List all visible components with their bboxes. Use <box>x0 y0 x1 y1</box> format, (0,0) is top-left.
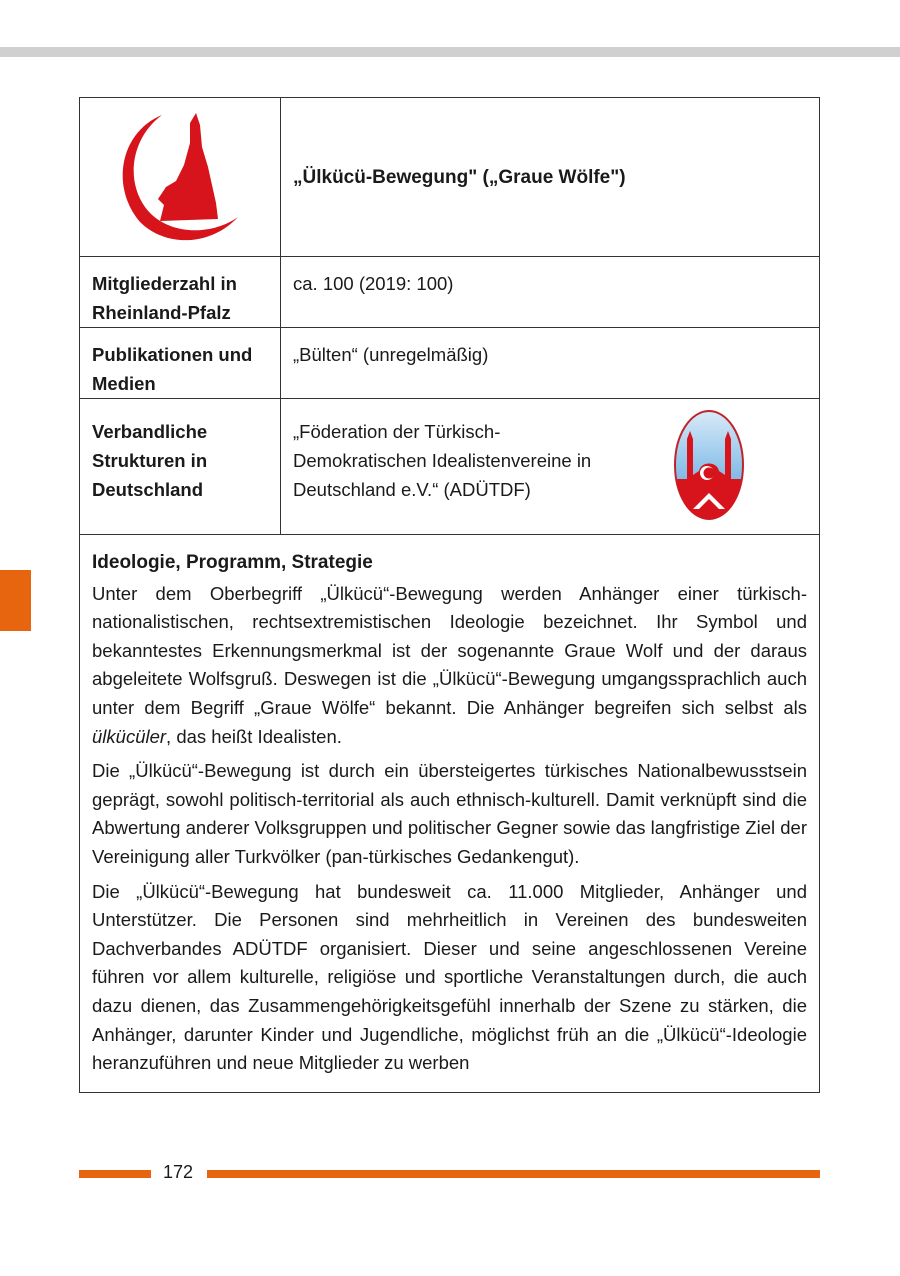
paragraph <box>92 580 807 752</box>
footer-line-left <box>79 1170 151 1178</box>
row-label: Verbandliche Strukturen in Deutschland <box>80 399 281 534</box>
adutdf-logo <box>673 409 745 521</box>
row-value-cell <box>281 399 819 534</box>
ideology-section <box>80 535 819 1092</box>
side-tab-marker <box>0 570 31 631</box>
section-heading: Ideologie, Programm, Strategie <box>92 552 373 573</box>
text: Unter dem Oberbegriff „Ülkücü“-Bewegung werden Anhänger einer türkisch-nationalistischen, rechtsextremistischen Ideologie bezeichnet. Ihr Symbol und bekanntestes Erkennungsmerkmal ist der sogenannte Graue Wolf und der daraus abgeleitete Wolfsgruß. Deswegen ist die „Ülkücü“-Bewegung umgangssprachlich auch unter dem Begriff „Graue Wölfe“ bekannt. Die Anhänger begreifen sich selbst als <box>92 582 807 718</box>
row-label: Publikationen und Medien <box>80 328 281 398</box>
emphasis: ülkücüler <box>92 725 167 747</box>
paragraph: Die „Ülkücü“-Bewegung hat bundesweit ca. 11.000 Mitglieder, Anhänger und Unterstützer. Die Personen sind mehrheitlich in Vereinen des bundesweiten Dachverbandes ADÜTDF organisiert. Dieser und seine angeschlossenen Vereine führen vor allem kulturelle, religiöse und sportliche Veranstaltungen durch, die auch dazu dienen, das Zusammengehörigkeitsgefühl innerhalb der Szene zu stärken, die Anhänger, darunter Kinder und Jugendliche, möglichst früh an die „Ülkücü“-Ideologie heranzuführen und neue Mitglieder zu werben <box>92 880 807 1074</box>
row-label: Mitgliederzahl in Rheinland-Pfalz <box>80 257 281 327</box>
page-number: 172 <box>163 1162 194 1182</box>
footer-line-right <box>207 1170 820 1178</box>
header-row <box>80 98 819 257</box>
profile-table <box>79 97 820 1093</box>
paragraph: Die „Ülkücü“-Bewegung ist durch ein übersteigertes türkisches Nationalbewusstsein geprägt, sowohl politisch-territorial als auch ethnisch-kulturell. Damit verknüpft sind die Abwertung anderer Volksgruppen und politischer Gegner sowie das langfristige Ziel der Vereinigung aller Turkvölker (pan-türkisches Gedankengut). <box>92 760 807 867</box>
table-row <box>80 257 819 328</box>
grey-wolf-logo <box>80 98 281 256</box>
page-title: „Ülkücü-Bewegung" („Graue Wölfe") <box>293 166 626 188</box>
text: , das heißt Idealisten. <box>166 725 342 747</box>
row-value: „Bülten“ (unregelmäßig) <box>293 344 489 365</box>
table-row <box>80 399 819 535</box>
top-bar <box>0 47 900 57</box>
row-value: ca. 100 (2019: 100) <box>293 273 454 294</box>
table-row <box>80 328 819 399</box>
row-value: „Föderation der Türkisch-Demokratischen Idealistenvereine in Deutschland e.V.“ (ADÜTDF) <box>293 421 592 500</box>
